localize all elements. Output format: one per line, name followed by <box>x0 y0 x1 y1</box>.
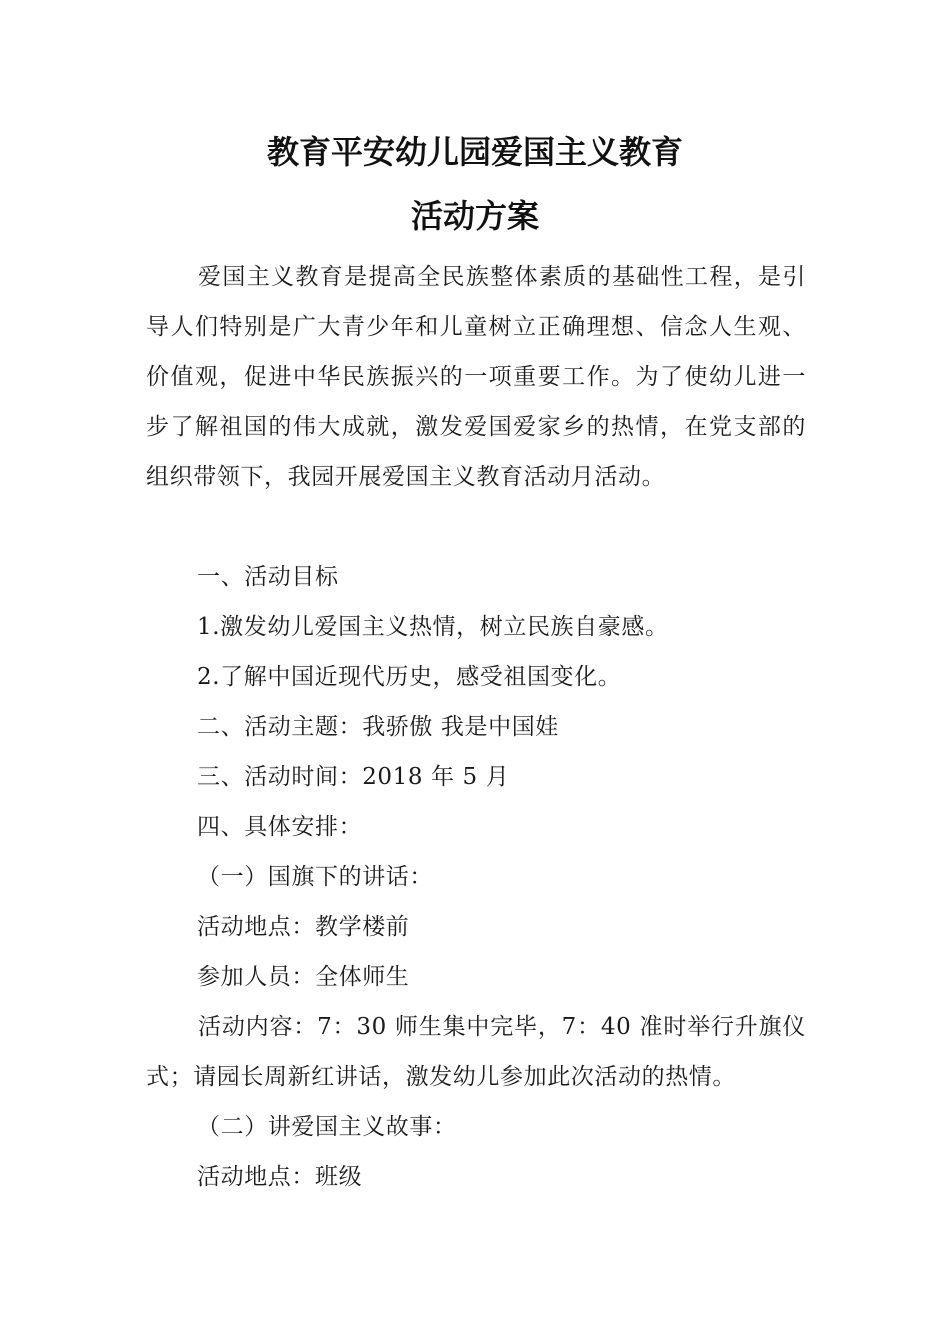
goal-1: 1.激发幼儿爱国主义热情，树立民族自豪感。 <box>197 614 669 640</box>
intro-paragraph: 爱国主义教育是提高全民族整体素质的基础性工程，是引导人们特别是广大青少年和儿童树立正确理想、信念人生观、价值观，促进中华民族振兴的一项重要工作。为了使幼儿进一步了解祖国的伟大成就，激发爱国爱家乡的热情，在党支部的组织带领下，我园开展爱国主义教育活动月活动。 <box>146 264 806 490</box>
section-2-theme: 二、活动主题：我骄傲 我是中国娃 <box>197 714 559 740</box>
document-title-line-2: 活动方案 <box>410 197 539 235</box>
document-title-line-1: 教育平安幼儿园爱国主义教育 <box>266 133 683 171</box>
section-4-heading: 四、具体安排： <box>197 814 363 840</box>
item-2-heading: （二）讲爱国主义故事： <box>197 1114 457 1140</box>
section-1-heading: 一、活动目标 <box>197 564 339 590</box>
goal-2: 2.了解中国近现代历史，感受祖国变化。 <box>197 664 622 690</box>
item-1-content: 活动内容：7：30 师生集中完毕，7：40 准时举行升旗仪式；请园长周新红讲话，激发幼儿参加此次活动的热情。 <box>146 1014 806 1090</box>
section-3-time: 三、活动时间：2018 年 5 月 <box>197 764 510 790</box>
item-1-location: 活动地点：教学楼前 <box>197 914 410 940</box>
item-1-participants: 参加人员：全体师生 <box>197 964 410 990</box>
item-1-heading: （一）国旗下的讲话： <box>197 864 433 890</box>
item-2-location: 活动地点：班级 <box>197 1164 363 1190</box>
